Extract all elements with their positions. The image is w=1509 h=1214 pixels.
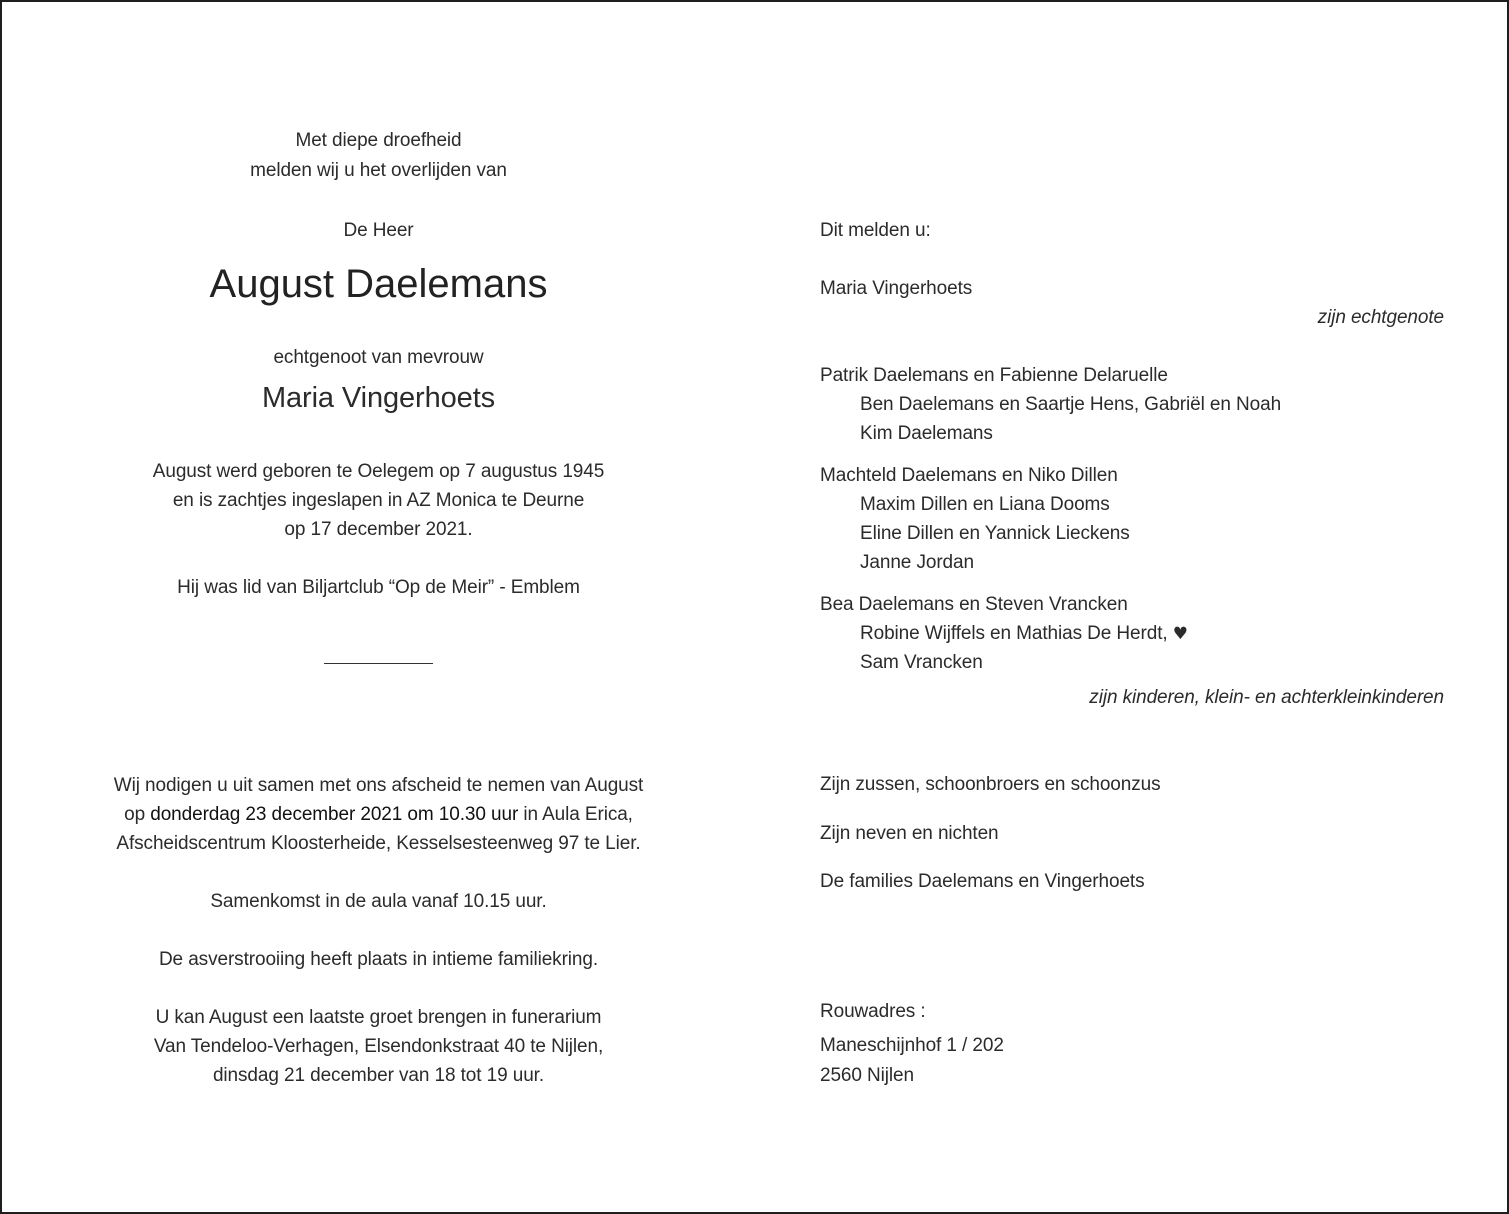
- deceased-name: August Daelemans: [209, 262, 548, 306]
- invite-line-2-post: in Aula Erica,: [518, 804, 633, 825]
- birth-line-1: August werd geboren te Oelegem op 7 augustus 1945: [152, 461, 605, 482]
- ceremony-date: donderdag 23 december 2021 om 10.30 uur: [150, 804, 519, 825]
- announce-intro: Dit melden u:: [820, 220, 931, 241]
- intro-line-2: melden wij u het overlijden van: [250, 160, 507, 181]
- family-2-sub-3: Janne Jordan: [860, 552, 974, 573]
- family-3-sub-1-text: Robine Wijffels en Mathias De Herdt,: [860, 623, 1173, 644]
- spouse-name: Maria Vingerhoets: [261, 382, 496, 414]
- divider-line: [324, 663, 433, 664]
- invite-line-2-pre: op: [124, 804, 151, 825]
- family-1-head: Patrik Daelemans en Fabienne Delaruelle: [820, 365, 1168, 386]
- honorific-title: De Heer: [343, 220, 414, 241]
- club-membership: Hij was lid van Biljartclub “Op de Meir” - Emblem: [177, 577, 580, 598]
- ashes-info: De asverstrooiing heeft plaats in intieme familiekring.: [158, 949, 599, 970]
- address-line-1: Maneschijnhof 1 / 202: [820, 1035, 1004, 1056]
- address-line-2: 2560 Nijlen: [820, 1065, 914, 1086]
- spouse-role: zijn echtgenote: [1317, 307, 1444, 328]
- children-role: zijn kinderen, klein- en achterkleinkinderen: [1089, 687, 1444, 708]
- heart-icon: ♥: [1172, 624, 1188, 644]
- invite-line-1: Wij nodigen u uit samen met ons afscheid te nemen van August: [113, 775, 644, 796]
- visit-line-3: dinsdag 21 december van 18 tot 19 uur.: [212, 1065, 545, 1086]
- families-entry: De families Daelemans en Vingerhoets: [820, 871, 1145, 892]
- address-label: Rouwadres :: [820, 1001, 926, 1022]
- birth-line-2: en is zachtjes ingeslapen in AZ Monica te Deurne: [172, 490, 585, 511]
- birth-line-3: op 17 december 2021.: [284, 519, 473, 540]
- visit-line-2: Van Tendeloo-Verhagen, Elsendonkstraat 40 te Nijlen,: [153, 1036, 604, 1057]
- siblings-entry: Zijn zussen, schoonbroers en schoonzus: [820, 774, 1161, 795]
- family-2-sub-2: Eline Dillen en Yannick Lieckens: [860, 523, 1130, 544]
- gathering-info: Samenkomst in de aula vanaf 10.15 uur.: [210, 891, 547, 912]
- cousins-entry: Zijn neven en nichten: [820, 823, 999, 844]
- invite-line-3: Afscheidscentrum Kloosterheide, Kesselsesteenweg 97 te Lier.: [116, 833, 641, 854]
- spouse-intro: echtgenoot van mevrouw: [273, 347, 484, 368]
- family-3-sub-2: Sam Vrancken: [860, 652, 983, 673]
- family-1-sub-2: Kim Daelemans: [860, 423, 993, 444]
- family-3-sub-1: [820, 622, 1188, 646]
- visit-line-1: U kan August een laatste groet brengen in funerarium: [155, 1007, 602, 1028]
- intro-line-1: Met diepe droefheid: [295, 130, 462, 151]
- family-2-head: Machteld Daelemans en Niko Dillen: [820, 465, 1118, 486]
- family-1-sub-1: Ben Daelemans en Saartje Hens, Gabriël en Noah: [860, 394, 1282, 415]
- spouse-entry: Maria Vingerhoets: [820, 278, 973, 299]
- family-2-sub-1: Maxim Dillen en Liana Dooms: [860, 494, 1110, 515]
- invite-line-2: [2, 803, 755, 827]
- family-3-head: Bea Daelemans en Steven Vrancken: [820, 594, 1128, 615]
